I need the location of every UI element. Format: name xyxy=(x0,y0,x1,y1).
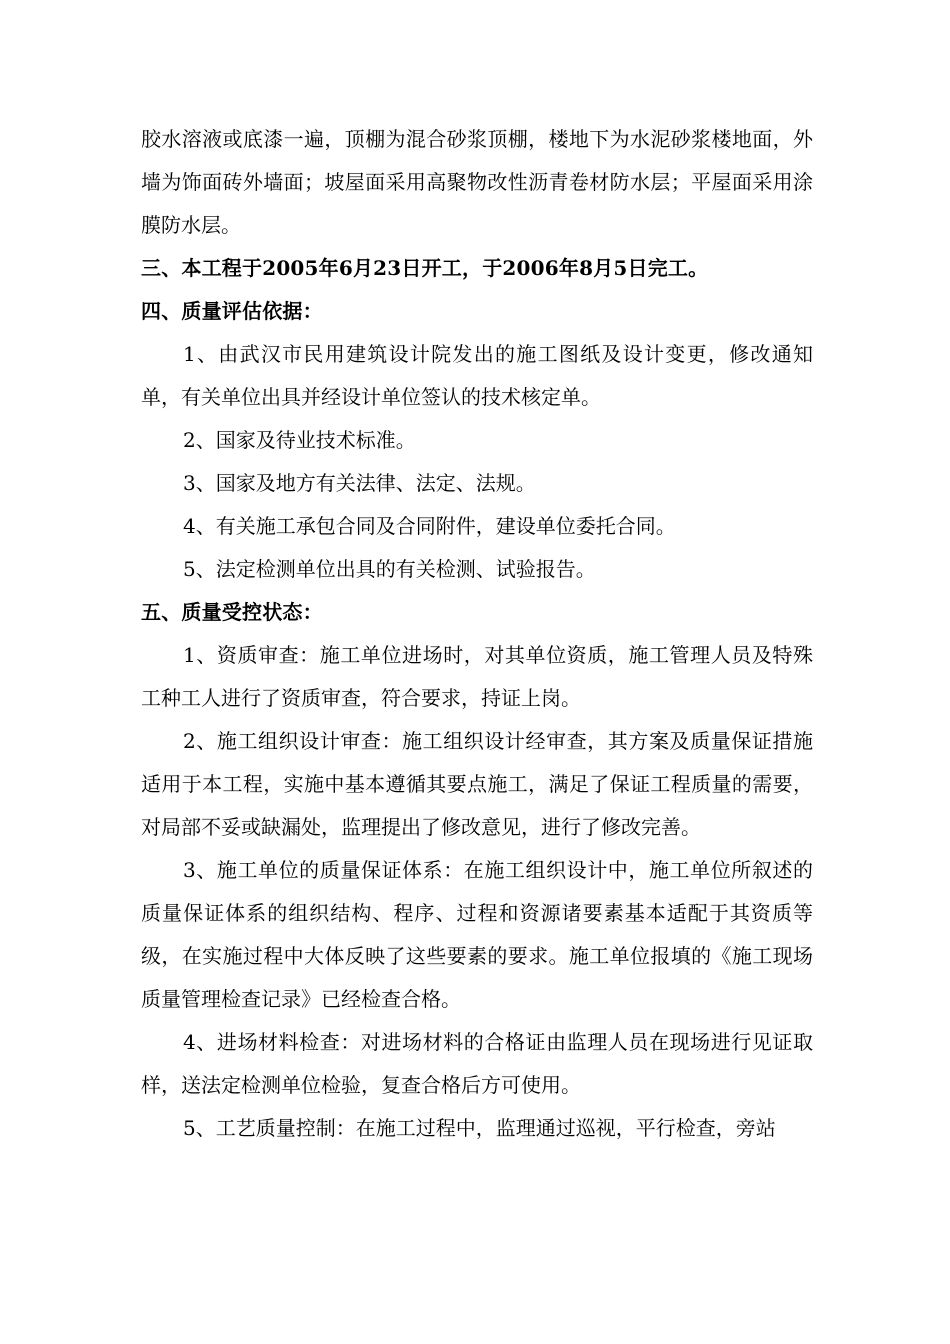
control-item-5: 5、工艺质量控制：在施工过程中，监理通过巡视，平行检查，旁站 xyxy=(183,1116,776,1140)
heading-section-3-schedule: 三、本工程于2005年6月23日开工，于2006年8月5日完工。 xyxy=(141,256,709,280)
basis-item-3: 3、国家及地方有关法律、法定、法规。 xyxy=(183,471,536,495)
control-item-3: 3、施工单位的质量保证体系：在施工组织设计中，施工单位所叙述的质量保证体系的组织结构、程序、过程和资源诸要素基本适配于其资质等级，在实施过程中大体反映了这些要素的要求。施工单位报填的《施工现场质量管理检查记录》已经检查合格。 xyxy=(141,858,813,1011)
control-item-4: 4、进场材料检查：对进场材料的合格证由监理人员在现场进行见证取样，送法定检测单位检验，复查合格后方可使用。 xyxy=(141,1030,813,1097)
basis-item-4: 4、有关施工承包合同及合同附件，建设单位委托合同。 xyxy=(183,514,676,538)
control-item-2: 2、施工组织设计审查：施工组织设计经审查，其方案及质量保证措施适用于本工程，实施中基本遵循其要点施工，满足了保证工程质量的需要，对局部不妥或缺漏处，监理提出了修改意见，进行了修改完善。 xyxy=(141,729,813,839)
basis-item-1: 1、由武汉市民用建筑设计院发出的施工图纸及设计变更，修改通知单，有关单位出具并经设计单位签认的技术核定单。 xyxy=(141,342,813,409)
heading-section-4-basis: 四、质量评估依据： xyxy=(141,299,323,323)
control-item-1: 1、资质审查：施工单位进场时，对其单位资质，施工管理人员及特殊工种工人进行了资质审查，符合要求，持证上岗。 xyxy=(141,643,813,710)
basis-item-5: 5、法定检测单位出具的有关检测、试验报告。 xyxy=(183,557,596,581)
document-page xyxy=(141,118,813,1150)
paragraph-finishes-continued: 胶水溶液或底漆一遍，顶棚为混合砂浆顶棚，楼地下为水泥砂浆楼地面，外墙为饰面砖外墙面；坡屋面采用高聚物改性沥青卷材防水层；平屋面采用涂膜防水层。 xyxy=(141,127,813,237)
basis-item-2: 2、国家及待业技术标准。 xyxy=(183,428,416,452)
heading-section-5-control: 五、质量受控状态： xyxy=(141,600,323,624)
